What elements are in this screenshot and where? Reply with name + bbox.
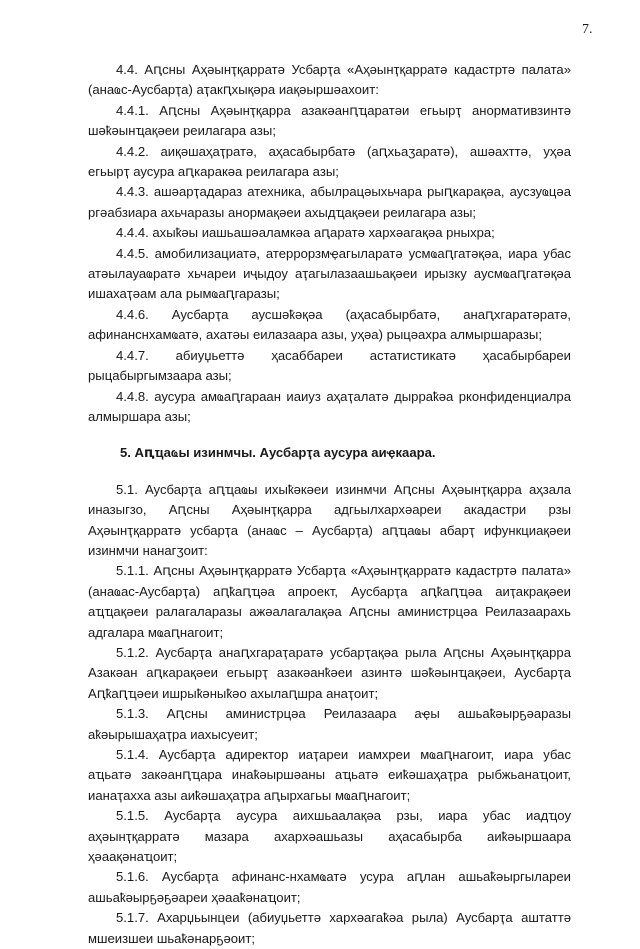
paragraph-4-4-7: 4.4.7. абиуџьеттә ҳасаббареи астатистикатә ҳасабырбареи рыцабыргымзаара азы; <box>88 347 571 384</box>
paragraph-4-4-4: 4.4.4. ахыҟәы иашьашәаламкәа аԥаратә хархәагақәа рныхра; <box>116 225 495 241</box>
section-5-heading: 5. Аԥҵаҩы изинмчы. Аусбарҭа аусура аиҿкаара. <box>120 445 436 461</box>
document-body <box>88 60 571 949</box>
paragraph-4-4-5: 4.4.5. амобилизациатә, атеррорзмҿагыларатә усмҩаԥгатәқәа, иара убас атәылауаҩратә хьчареи иҷыдоу аҭагылазаашьақәеи ирызку аусмҩаԥгатәқәа ишахаҭәам ала рымҩаԥгаразы; <box>88 245 571 302</box>
paragraph-5-1-1: 5.1.1. Аԥсны Аҳәынҭқарратә Усбарҭа «Аҳәынҭқарратә кадастртә палата» (анаҩас-Аусбарҭа) аԥҟаԥҵәа апроект, Аусбарҭа аԥҟаԥҵәа аиҭакрақәеи аҵҵақәеи ралагаларазы ажәалагалақәа Аԥсны аминистрцәа Реилазаарахь адгалара мҩаԥнагоит; <box>88 563 571 640</box>
paragraph-4-4-1: 4.4.1. Аԥсны Аҳәынҭқарра азакәанԥҵаратәи егьырҭ анормативзинтә шәҟәынҵақәеи реилагара азы; <box>88 102 571 139</box>
paragraph-4-4-3: 4.4.3. ашәарҭадараз атехника, абылрацәыхьчара рыԥкарақәа, аусзуҩцәа ргәабзиара ахьчаразы анормақәеи ахыдҵақәеи реилагара азы; <box>88 184 571 220</box>
paragraph-5-1-7: 5.1.7. Ахарџьынцеи (абиуџьеттә хархәагаҟәа рыла) Аусбарҭа аштаттә мшеизшеи шьаҟәнарҕәоит; <box>88 910 571 946</box>
paragraph-4-4-2: 4.4.2. аиқәшаҳаҭратә, аҳасабырбатә (аԥхьаӡаратә), ашәахттә, уҳәа егьырҭ аусура аԥкаракәа реилагара азы; <box>88 143 571 180</box>
paragraph-5-1: 5.1. Аусбарҭа аԥҵаҩы ихыҟәкәеи изинмчи Аԥсны Аҳәынҭқарра аҳзала иназыгзо, Аԥсны Аҳәынҭқарра адгьылхархәареи акадастри рзы Аҳәынҭқарратә усбарҭа (анаҩс – Аусбарҭа) аԥҵаҩы абарҭ ифункциақәеи изинмчи нанагӡоит: <box>88 481 571 558</box>
paragraph-5-1-3: 5.1.3. Аԥсны аминистрцәа Реилазаара аҿы ашьаҟәырҕәаразы аҟәырышаҳаҭра иахысуеит; <box>88 706 571 742</box>
paragraph-4-4-6: 4.4.6. Аусбарҭа аусшәҟәқәа (аҳасабырбатә, анаԥхгаратәратә, афинанснхамҩатә, ахатәы еилазаара азы, уҳәа) рыцәахра алмыршаразы; <box>88 306 571 343</box>
paragraph-5-1-5: 5.1.5. Аусбарҭа аусура аихшьаалақәа рзы, иара убас иадҵоу аҳәынҭқарратә мазара ахархәашьазы аҳасабырба аиҟәыршаара ҳәаақәнаҵоит; <box>88 808 571 865</box>
paragraph-5-1-2: 5.1.2. Аусбарҭа анаԥхгараҭаратә усбарҭақәа рыла Аԥсны Аҳәынҭқарра Азакәан аԥкарақәеи егьырҭ азакәанҟәеи азинтә шәҟәынҵақәеи, Аусбарҭа Аԥҟаԥҵәеи ишрыҟәныҟәо ахылаԥшра анаҭоит; <box>88 644 571 701</box>
page-number: 7. <box>582 22 593 37</box>
paragraph-5-1-6: 5.1.6. Аусбарҭа афинанс-нхамҩатә усура аԥлан ашьаҟәыргыларeи ашьаҟәырҕәҕәареи ҳәааҟәнаҵоит; <box>88 869 571 905</box>
paragraph-4-4-8: 4.4.8. аусура амҩаԥгараан иаиуз аҳаҭалатә дырраҟәа рконфиденциалра алмыршара азы; <box>88 388 571 424</box>
paragraph-4-4: 4.4. Аԥсны Аҳәынҭқарратә Усбарҭа «Аҳәынҭқарратә кадастртә палата» (анаҩс-Аусбарҭа) аҭакԥхықәра иақәыршәахоит: <box>88 62 571 98</box>
paragraph-5-1-4: 5.1.4. Аусбарҭа адиректор иаҭареи иамхреи мҩаԥнагоит, иара убас аҵьатә закәанԥҵара инаҟәыршәаны аҵьатә еиҟәшаҳаҭра рыбжьанаҵоит, ианаҭахха азы аиҟәшаҳаҭра аԥырхагьы мҩаԥнагоит; <box>88 747 571 803</box>
